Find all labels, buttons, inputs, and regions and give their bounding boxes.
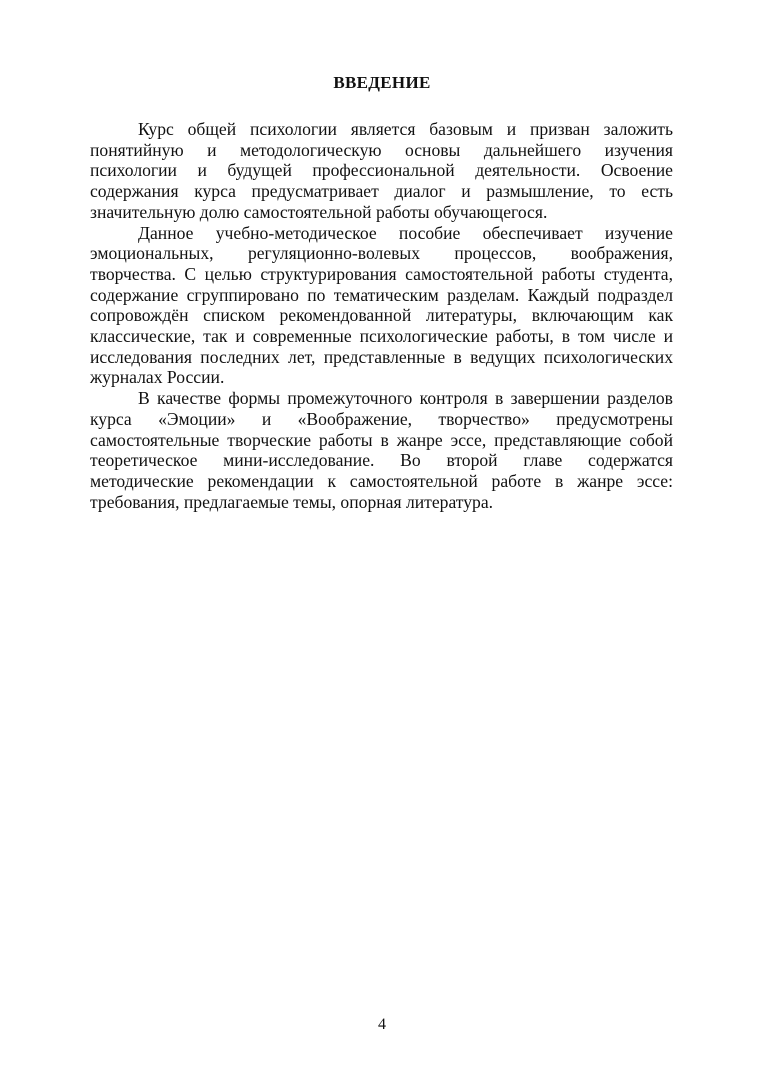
text-line: методические рекомендации к самостоятельной работе в жанре эссе: [90, 470, 673, 491]
text-line: курса «Эмоции» и «Воображение, творчество» предусмотрены [90, 408, 673, 429]
body-text [90, 119, 673, 512]
text-line: теоретическое мини-исследование. Во второй главе содержатся [90, 450, 673, 471]
text-line: сопровождён списком рекомендованной литературы, включающим как [90, 305, 673, 326]
text-line: В качестве формы промежуточного контроля в завершении разделов [138, 388, 673, 409]
text-line: творчества. С целью структурирования самостоятельной работы студента, [90, 263, 673, 284]
text-line: эмоциональных, регуляционно-волевых процессов, воображения, [90, 243, 673, 264]
text-line: содержание сгруппировано по тематическим разделам. Каждый подраздел [90, 284, 673, 305]
paragraph-2 [90, 223, 673, 389]
text-line: содержания курса предусматривает диалог и размышление, то есть [90, 181, 673, 202]
text-line: значительную долю самостоятельной работы обучающегося. [90, 201, 548, 222]
page-number: 4 [378, 1016, 386, 1033]
paragraph-1 [90, 119, 673, 223]
text-line: самостоятельные творческие работы в жанре эссе, представляющие собой [90, 429, 673, 450]
text-line: требования, предлагаемые темы, опорная литература. [90, 491, 494, 512]
text-line: понятийную и методологическую основы дальнейшего изучения [90, 139, 673, 160]
text-line: журналах России. [90, 367, 225, 388]
text-line: психологии и будущей профессиональной деятельности. Освоение [90, 160, 673, 181]
text-line: Данное учебно-методическое пособие обеспечивает изучение [138, 222, 673, 243]
paragraph-3 [90, 388, 673, 512]
text-line: классические, так и современные психологические работы, в том числе и [90, 326, 673, 347]
text-line: исследования последних лет, представленные в ведущих психологических [90, 346, 673, 367]
section-heading: ВВЕДЕНИЕ [333, 73, 431, 92]
text-line: Курс общей психологии является базовым и призван заложить [138, 119, 673, 139]
